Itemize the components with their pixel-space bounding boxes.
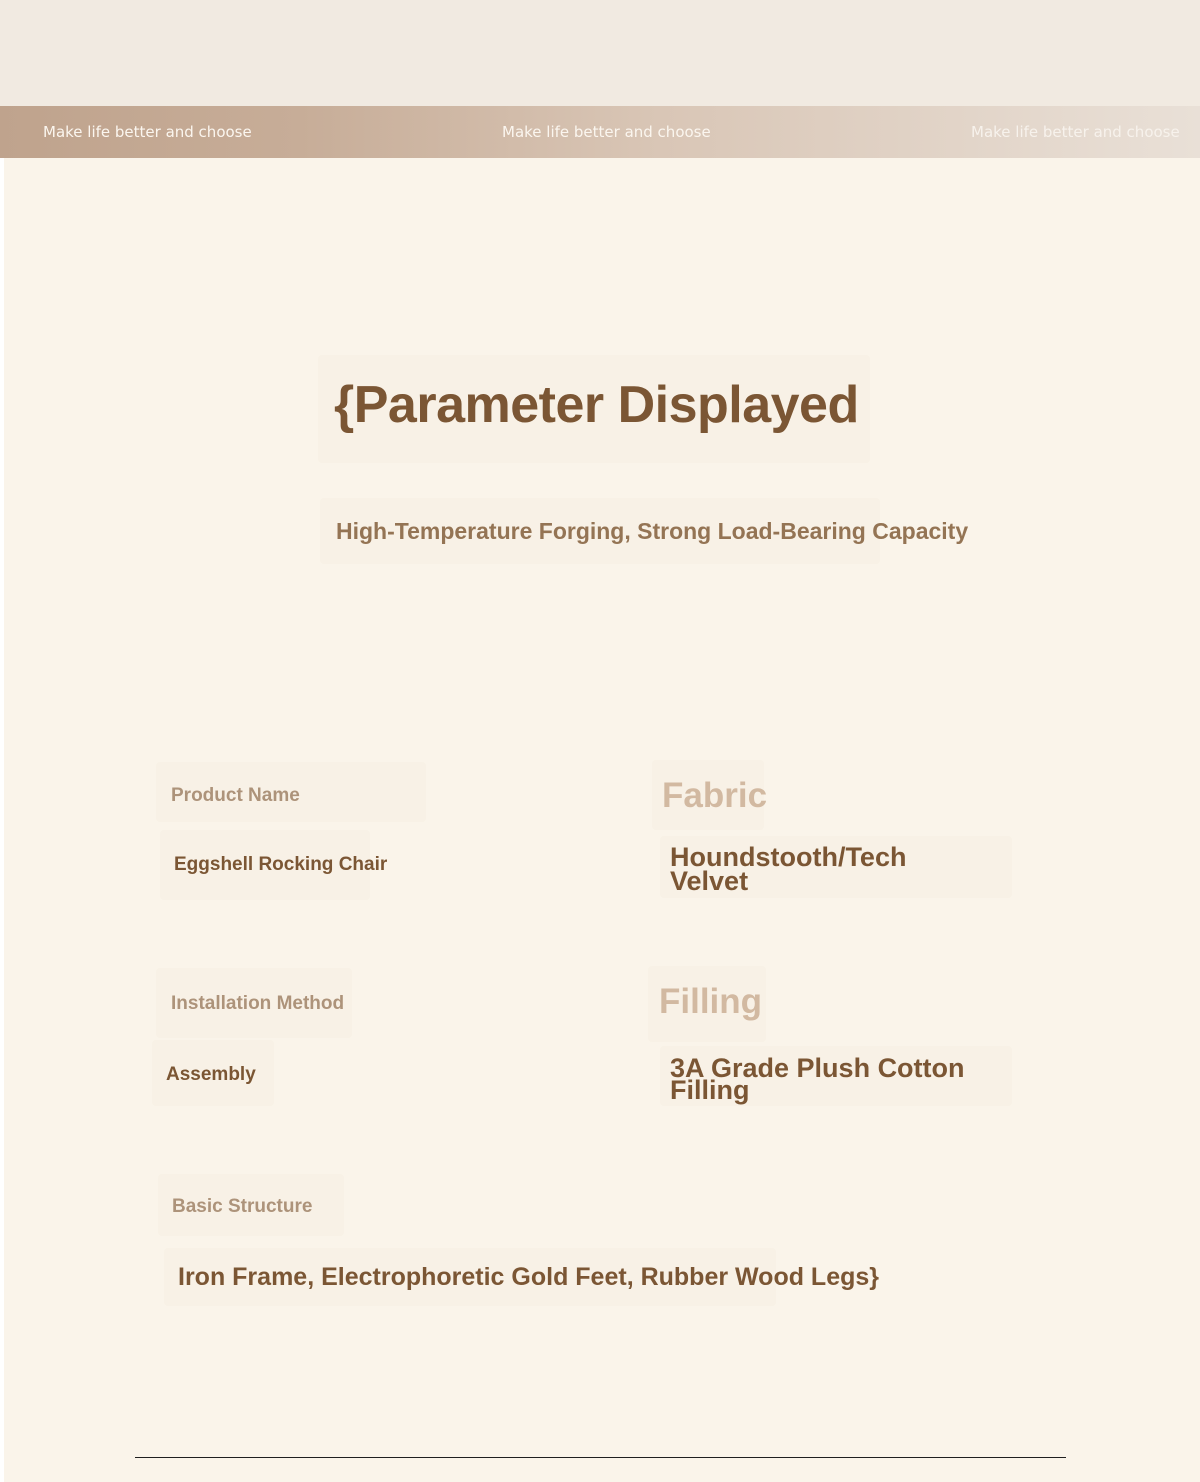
filling-value-line: Filling — [670, 1075, 750, 1105]
filling-value-line: 3A Grade Plush Cotton — [670, 1053, 965, 1083]
tagline-text: Make life better and choose — [971, 123, 1180, 141]
fabric-value — [670, 842, 907, 896]
page-title: {Parameter Displayed — [334, 376, 859, 434]
bottom-divider — [135, 1457, 1066, 1458]
tagline-text: Make life better and choose — [43, 123, 252, 141]
fabric-value-line: Velvet — [670, 866, 749, 896]
product-name-value: Eggshell Rocking Chair — [174, 854, 388, 875]
page-subtitle: High-Temperature Forging, Strong Load-Bearing Capacity — [336, 518, 969, 544]
tagline-text: Make life better and choose — [502, 123, 711, 141]
installation-method-value: Assembly — [166, 1064, 256, 1085]
product-name-label: Product Name — [171, 785, 300, 806]
fabric-label: Fabric — [662, 776, 768, 815]
filling-label: Filling — [659, 982, 763, 1021]
basic-structure-label: Basic Structure — [172, 1196, 313, 1217]
basic-structure-value: Iron Frame, Electrophoretic Gold Feet, Rubber Wood Legs} — [178, 1263, 880, 1291]
tagline-strip — [0, 106, 1200, 158]
installation-method-label: Installation Method — [171, 993, 345, 1014]
fabric-value-line: Houndstooth/Tech — [670, 842, 907, 872]
header-band — [0, 0, 1200, 106]
filling-value — [670, 1053, 965, 1105]
